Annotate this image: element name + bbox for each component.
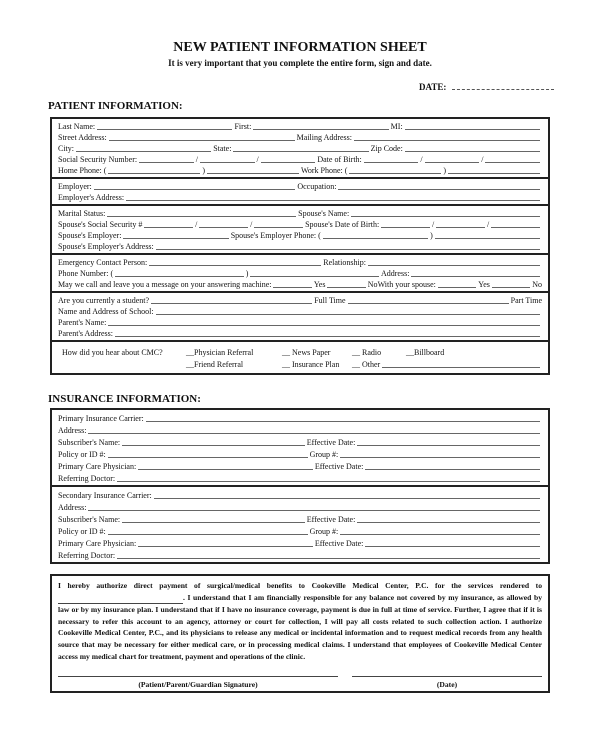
input-blank[interactable]: [327, 287, 365, 288]
field-label: Address:: [58, 503, 87, 512]
field-label: Full Time: [314, 296, 346, 305]
input-blank[interactable]: [149, 265, 321, 266]
field-label: Emergency Contact Person:: [58, 258, 148, 267]
form-row: [58, 513, 542, 525]
input-blank[interactable]: [365, 469, 540, 470]
form-row: [58, 295, 542, 306]
field-label: Spouse's Employer:: [58, 231, 122, 240]
input-blank[interactable]: [338, 189, 540, 190]
referral-option[interactable]: __Billboard: [406, 348, 445, 357]
input-blank[interactable]: [448, 173, 540, 174]
input-blank[interactable]: [340, 534, 540, 535]
field-label: Group #:: [309, 450, 339, 459]
insurance-info-box: [50, 408, 550, 564]
field-label: Subscriber's Name:: [58, 515, 121, 524]
field-label: Effective Date:: [314, 462, 364, 471]
field-label: MI:: [390, 122, 403, 131]
field-label: ): [245, 269, 249, 278]
input-blank[interactable]: [357, 445, 540, 446]
field-label: Effective Date:: [306, 515, 356, 524]
referral-option[interactable]: __ Insurance Plan: [282, 360, 340, 369]
field-label: City:: [58, 144, 75, 153]
form-row: [58, 472, 542, 484]
field-label: Home Phone: (: [58, 166, 107, 175]
referral-option[interactable]: __ Other: [352, 360, 381, 369]
input-blank[interactable]: [115, 336, 540, 337]
input-blank[interactable]: [348, 303, 509, 304]
services-blank[interactable]: [58, 592, 183, 605]
form-section: [52, 177, 548, 204]
field-label: Employer:: [58, 182, 92, 191]
input-blank[interactable]: [117, 558, 540, 559]
referral-option[interactable]: __ Radio: [352, 348, 382, 357]
form-section: [52, 204, 548, 253]
input-blank[interactable]: [122, 522, 305, 523]
field-label: Subscriber's Name:: [58, 438, 121, 447]
input-blank[interactable]: [436, 227, 485, 228]
consent-part1: I hereby authorize direct payment of surgical/medical benefits to Cookeville Medical Center, P.C. for the services rendered to: [58, 581, 542, 590]
input-blank[interactable]: [491, 227, 540, 228]
form-row: [58, 501, 542, 513]
input-blank[interactable]: [109, 140, 295, 141]
field-label: /: [486, 220, 490, 229]
form-row: [58, 317, 542, 328]
form-section: [52, 119, 548, 177]
input-blank[interactable]: [250, 276, 379, 277]
signature-line[interactable]: (Patient/Parent/Guardian Signature): [58, 676, 338, 689]
input-blank[interactable]: [151, 303, 312, 304]
form-row: [58, 257, 542, 268]
input-blank[interactable]: [405, 151, 540, 152]
input-blank[interactable]: [492, 287, 530, 288]
field-label: Spouse's Employer Phone: (: [230, 231, 321, 240]
field-label: /: [431, 220, 435, 229]
field-label: Yes: [478, 280, 490, 289]
field-label: Part Time: [510, 296, 542, 305]
field-label: Secondary Insurance Carrier:: [58, 491, 152, 500]
referral-option[interactable]: __Physician Referral: [186, 348, 254, 357]
field-label: State:: [213, 144, 232, 153]
input-blank[interactable]: [156, 314, 540, 315]
field-label: Relationship:: [323, 258, 366, 267]
consent-text: [52, 576, 548, 662]
input-blank[interactable]: [364, 162, 419, 163]
input-blank[interactable]: [108, 534, 308, 535]
input-blank[interactable]: [438, 287, 476, 288]
field-label: Effective Date:: [306, 438, 356, 447]
field-label: Zip Code:: [370, 144, 403, 153]
signature-date-line[interactable]: (Date): [352, 676, 542, 689]
form-section: [52, 253, 548, 291]
field-label: Employer's Address:: [58, 193, 125, 202]
input-blank[interactable]: [199, 227, 248, 228]
input-blank[interactable]: [108, 457, 308, 458]
input-blank[interactable]: [435, 238, 540, 239]
input-blank[interactable]: [200, 162, 255, 163]
field-label: Social Security Number:: [58, 155, 138, 164]
input-blank[interactable]: [351, 216, 540, 217]
field-label: /: [195, 220, 198, 229]
form-row: [58, 154, 542, 165]
field-label: Yes: [313, 280, 326, 289]
field-label: Phone Number: (: [58, 269, 114, 278]
input-blank[interactable]: [207, 173, 299, 174]
input-blank[interactable]: [368, 265, 540, 266]
input-blank[interactable]: [117, 481, 540, 482]
field-label: No: [532, 280, 542, 289]
input-blank[interactable]: [354, 140, 540, 141]
input-blank[interactable]: [139, 162, 194, 163]
form-row: [58, 268, 542, 279]
date-blank[interactable]: [452, 82, 554, 90]
field-label: May we call and leave you a message on your answering machine:: [58, 280, 272, 289]
input-blank[interactable]: [156, 249, 540, 250]
field-label: Marital Status:: [58, 209, 106, 218]
input-blank[interactable]: [425, 162, 480, 163]
form-subtitle: It is very important that you complete the entire form, sign and date.: [168, 58, 432, 68]
consent-part2: . I understand that I am financially responsible for any balance not covered by my insurance, as allowed by law or by my insurance plan. I understand that if I have no insurance coverage, payment is due in full at time of service. Further, I agree that if it is necessary to refer this account to an agency, attorney or court for collection, I will pay all costs related to such collection action. I authorize Cookeville Medical Center, P.C., and its physicians to release any medical or incidental information and to request medical records from any health source that may be necessary for either medical care, or in processing medical claims. I understand that employees of Cookeville Medical Center access my medical chart for treatment, payment and operations of the clinic.: [58, 592, 542, 661]
referral-option[interactable]: __Friend Referral: [186, 360, 244, 369]
field-label: /: [250, 220, 253, 229]
input-blank[interactable]: [405, 129, 540, 130]
field-label: Mailing Address:: [296, 133, 353, 142]
form-row: [58, 143, 542, 154]
form-row: [58, 525, 542, 537]
input-blank[interactable]: [340, 457, 540, 458]
field-label: ): [443, 166, 447, 175]
input-blank[interactable]: [254, 227, 303, 228]
field-label: Street Address:: [58, 133, 107, 142]
input-blank[interactable]: [261, 162, 316, 163]
form-row: [58, 230, 542, 241]
date-field[interactable]: [419, 82, 554, 92]
field-label: Work Phone: (: [300, 166, 348, 175]
form-row: [58, 208, 542, 219]
field-label: Spouse's Name:: [298, 209, 350, 218]
input-blank[interactable]: [76, 151, 211, 152]
field-label: Spouse's Date of Birth:: [305, 220, 380, 229]
consent-box: [50, 574, 550, 693]
form-row: [58, 489, 542, 501]
input-blank[interactable]: [138, 546, 313, 547]
form-row: [58, 165, 542, 176]
field-label: /: [195, 155, 198, 164]
input-blank[interactable]: [144, 227, 193, 228]
date-label: DATE:: [419, 82, 447, 92]
form-row: [58, 181, 542, 192]
form-row: [58, 279, 542, 290]
input-blank[interactable]: [107, 216, 296, 217]
input-blank[interactable]: [154, 498, 540, 499]
referral-question: How did you hear about CMC?: [62, 348, 163, 357]
field-label: Spouse's Employer's Address:: [58, 242, 154, 251]
other-blank[interactable]: [382, 360, 540, 368]
input-blank[interactable]: [123, 238, 228, 239]
form-row: [58, 460, 542, 472]
field-label: Primary Care Physician:: [58, 539, 137, 548]
insurance-heading: INSURANCE INFORMATION:: [48, 393, 201, 405]
input-blank[interactable]: [253, 129, 388, 130]
form-row: [58, 132, 542, 143]
input-blank[interactable]: [146, 421, 540, 422]
field-label: /: [481, 155, 484, 164]
form-row: [58, 328, 542, 339]
field-label: /: [420, 155, 423, 164]
patient-heading: PATIENT INFORMATION:: [48, 100, 183, 112]
form-title: NEW PATIENT INFORMATION SHEET: [173, 40, 427, 55]
field-label: Primary Care Physician:: [58, 462, 137, 471]
field-label: Group #:: [309, 527, 339, 536]
input-blank[interactable]: [365, 546, 540, 547]
field-label: Policy or ID #:: [58, 450, 106, 459]
input-blank[interactable]: [88, 433, 540, 434]
input-blank[interactable]: [88, 510, 540, 511]
input-blank[interactable]: [233, 151, 368, 152]
field-label: Parent's Name:: [58, 318, 107, 327]
field-label: Are you currently a student?: [58, 296, 150, 305]
field-label: Spouse's Social Security #: [58, 220, 143, 229]
field-label: Effective Date:: [314, 539, 364, 548]
signature-row: [52, 662, 548, 691]
field-label: With your spouse:: [377, 280, 436, 289]
form-row: [58, 412, 542, 424]
input-blank[interactable]: [126, 200, 540, 201]
form-row: [58, 448, 542, 460]
input-blank[interactable]: [357, 522, 540, 523]
form-section: [52, 291, 548, 340]
field-label: Referring Doctor:: [58, 474, 116, 483]
form-row: [58, 121, 542, 132]
form-section: [52, 485, 548, 562]
field-label: Policy or ID #:: [58, 527, 106, 536]
form-row: [58, 192, 542, 203]
input-blank[interactable]: [108, 325, 540, 326]
form-row: [58, 219, 542, 230]
field-label: Primary Insurance Carrier:: [58, 414, 144, 423]
field-label: Referring Doctor:: [58, 551, 116, 560]
form-row: [58, 241, 542, 252]
input-blank[interactable]: [411, 276, 540, 277]
form-row: [58, 549, 542, 561]
referral-option[interactable]: __ News Paper: [282, 348, 331, 357]
input-blank[interactable]: [381, 227, 430, 228]
field-label: Occupation:: [297, 182, 337, 191]
field-label: ): [430, 231, 433, 240]
input-blank[interactable]: [94, 189, 296, 190]
field-label: Name and Address of School:: [58, 307, 154, 316]
input-blank[interactable]: [138, 469, 313, 470]
referral-section: [52, 340, 548, 373]
input-blank[interactable]: [97, 129, 232, 130]
input-blank[interactable]: [485, 162, 540, 163]
field-label: /: [256, 155, 259, 164]
form-row: [58, 537, 542, 549]
input-blank[interactable]: [349, 173, 441, 174]
form-row: [58, 436, 542, 448]
field-label: First:: [234, 122, 252, 131]
input-blank[interactable]: [115, 276, 244, 277]
input-blank[interactable]: [122, 445, 305, 446]
field-label: Address:: [380, 269, 410, 278]
input-blank[interactable]: [108, 173, 200, 174]
field-label: Parent's Address:: [58, 329, 113, 338]
patient-info-box: [50, 117, 550, 375]
field-label: Date of Birth:: [317, 155, 362, 164]
field-label: No: [367, 280, 378, 289]
field-label: ): [202, 166, 206, 175]
form-row: [58, 424, 542, 436]
form-row: [58, 306, 542, 317]
field-label: Last Name:: [58, 122, 96, 131]
form-section: [52, 410, 548, 485]
field-label: Address:: [58, 426, 87, 435]
input-blank[interactable]: [323, 238, 428, 239]
input-blank[interactable]: [273, 287, 311, 288]
